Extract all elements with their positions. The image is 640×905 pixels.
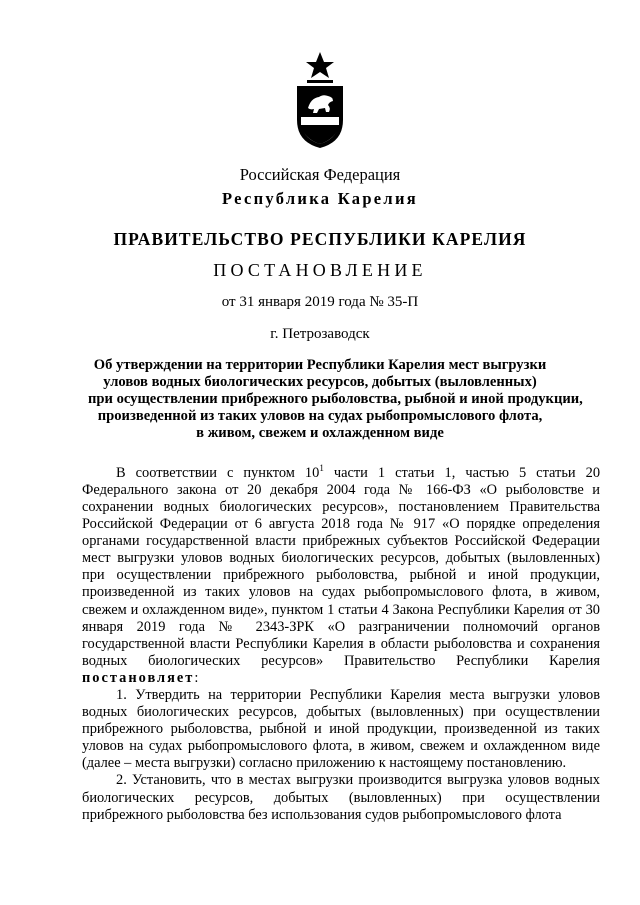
document-city: г. Петрозаводск bbox=[270, 326, 370, 342]
preamble-text-continued: части 1 статьи 1, частью 5 статьи 20 Федерального закона от 20 декабря 2004 года № 166-ФЗ «О рыболовстве и сохранении водных биологических ресурсов», постановлением Правительства Российской Федерации от 6 августа 2018 года № 917 «О порядке определения органами государственной власти прибрежных субъектов Российской Федерации мест выгрузки уловов водных биологических ресурсов, добытых (выловленных) при осуществлении прибрежного рыболовства, рыбной и иной продукции, произведенной из таких уловов на судах рыбопромыслового флота, в живом, свежем и охлажденном виде», пунктом 1 статьи 4 Закона Республики Карелия от 30 января 2019 года № 2343-ЗРК «О разграничении полномочий органов государственной власти Республики Карелия в области рыболовства и сохранения водных биологических ресурсов» Правительство Республики Карелия bbox=[82, 464, 601, 669]
title-line: Об утверждении на территории Республики Карелия мест выгрузки bbox=[93, 357, 547, 373]
document-title bbox=[88, 357, 583, 442]
preamble-paragraph bbox=[82, 460, 600, 687]
karelia-coat-of-arms-icon bbox=[293, 50, 347, 150]
document-body bbox=[82, 460, 600, 824]
title-line: уловов водных биологических ресурсов, добытых (выловленных) bbox=[103, 374, 537, 390]
decree-word: постановляет bbox=[82, 669, 195, 686]
government-name: ПРАВИТЕЛЬСТВО РЕСПУБЛИКИ КАРЕЛИЯ bbox=[113, 229, 527, 249]
clause-1: 1. Утвердить на территории Республики Карелия места выгрузки уловов водных биологических ресурсов, добытых (выловленных) при осуществлении прибрежного рыболовства, рыбной и иной продукции, произведенной из таких уловов на судах рыбопромыслового флота, в живом, свежем и охлажденном виде (далее – места выгрузки) согласно приложению к настоящему постановлению. bbox=[82, 687, 600, 772]
country-name: Российская Федерация bbox=[239, 165, 401, 184]
title-line: произведенной из таких уловов на судах рыбопромыслового флота, bbox=[97, 408, 543, 424]
document-type: ПОСТАНОВЛЕНИЕ bbox=[213, 260, 427, 280]
footnote-superscript: 1 bbox=[319, 463, 324, 473]
document-date: от 31 января 2019 года № 35-П bbox=[221, 294, 419, 310]
clause-2: 2. Установить, что в местах выгрузки производится выгрузка уловов водных биологических ресурсов, добытых (выловленных) при осуществлении прибрежного рыболовства без использования судов рыбопромыслового флота bbox=[82, 772, 600, 823]
republic-name: Республика Карелия bbox=[221, 189, 419, 208]
preamble-text: В соответствии с пунктом 10 bbox=[116, 464, 320, 481]
title-line: в живом, свежем и охлажденном виде bbox=[196, 425, 444, 441]
decree-colon: : bbox=[194, 669, 199, 686]
title-line: при осуществлении прибрежного рыболовства, рыбной и иной продукции, bbox=[88, 391, 583, 407]
